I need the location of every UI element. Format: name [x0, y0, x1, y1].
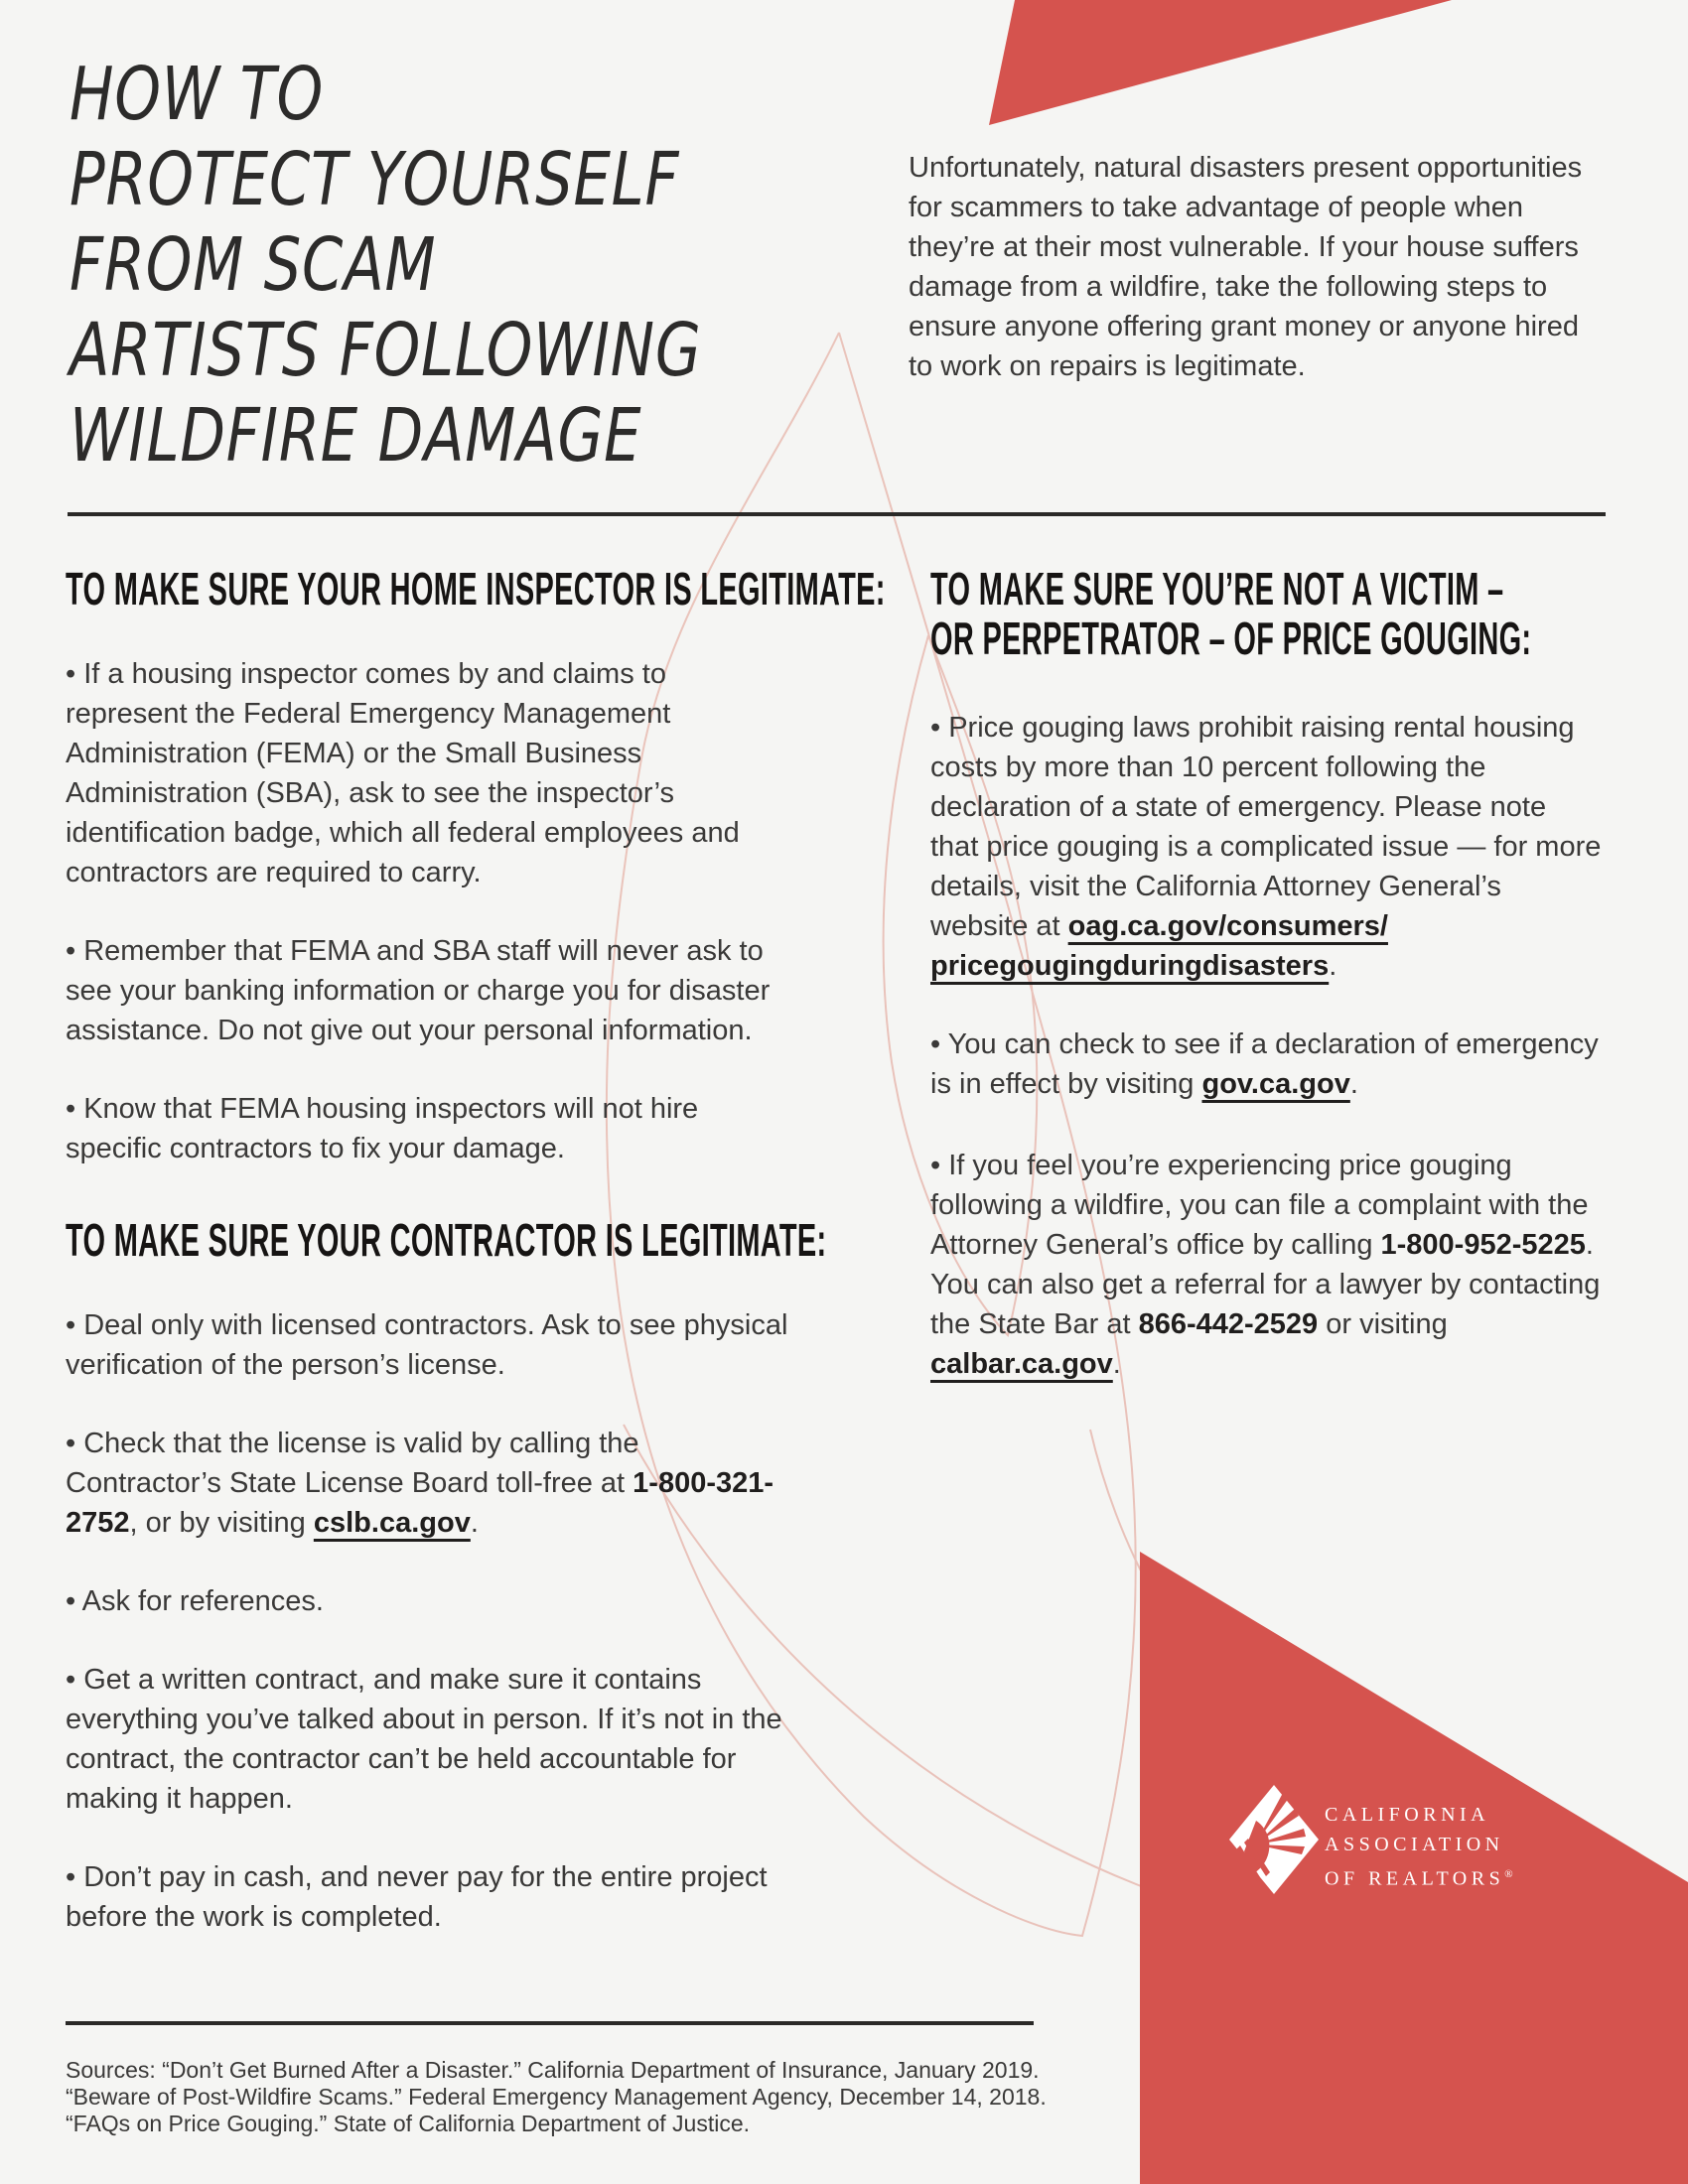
left-column [66, 563, 886, 1937]
source-line: “Beware of Post-Wildfire Scams.” Federal Emergency Management Agency, December 14, 2018. [66, 2084, 1047, 2110]
inline-link[interactable]: calbar.ca.gov [930, 1348, 1113, 1380]
car-logo-icon [1229, 1785, 1319, 1894]
title-line: WILDFIRE DAMAGE [70, 393, 642, 478]
phone-number: 866-442-2529 [1138, 1308, 1319, 1340]
sources-divider-rule [66, 2021, 1034, 2025]
bullet-paragraph: • Deal only with licensed contractors. Ask to see physical verification of the person’s license. [66, 1309, 788, 1381]
phone-number: 1-800-321-2752 [66, 1467, 774, 1539]
car-logo-wordmark [1325, 1800, 1513, 1894]
title-line: ARTISTS FOLLOWING [70, 308, 702, 393]
section-heading-home-inspector: TO MAKE SURE YOUR HOME INSPECTOR IS LEGITIMATE: [66, 563, 886, 614]
top-divider-rule [68, 512, 1606, 516]
logo-line: OF REALTORS® [1325, 1867, 1513, 1890]
section-heading-contractor: TO MAKE SURE YOUR CONTRACTOR IS LEGITIMATE: [66, 1214, 827, 1266]
sources-block [66, 2057, 1615, 2137]
source-line: “FAQs on Price Gouging.” State of California Department of Justice. [66, 2111, 751, 2136]
bullet-paragraph: • Don’t pay in cash, and never pay for the entire project before the work is completed. [66, 1861, 768, 1933]
bullet-paragraph: • Remember that FEMA and SBA staff will never ask to see your banking information or charge you for disaster assistance. Do not give out your personal information. [66, 935, 771, 1046]
section-heading-price-gouging: TO MAKE SURE YOU’RE NOT A VICTIM – [930, 563, 1504, 614]
page-title [70, 52, 860, 478]
inline-link[interactable]: gov.ca.gov [1201, 1068, 1350, 1100]
bullet-paragraph: • If you feel you’re experiencing price gouging following a wildfire, you can file a complaint with the Attorney General’s office by calling 1-800-952-5225. You can also get a referral for a lawyer by contacting the State Bar at 866-442-2529 or visiting calbar.ca.gov. [930, 1150, 1601, 1380]
right-column [930, 564, 1602, 1384]
title-line: FROM SCAM [70, 222, 437, 308]
registered-trademark-symbol: ® [1504, 1868, 1513, 1880]
logo-line: ASSOCIATION [1325, 1834, 1504, 1855]
inline-link[interactable]: oag.ca.gov/consumers/​pricegougingduringdisasters [930, 910, 1388, 982]
bullet-paragraph: • If a housing inspector comes by and claims to represent the Federal Emergency Management Administration (FEMA) or the Small Business Administration (SBA), ask to see the inspector’s identification badge, which all federal employees and contractors are required to carry. [66, 658, 740, 888]
title-line: PROTECT YOURSELF [70, 137, 680, 222]
inline-link[interactable]: cslb.ca.gov [313, 1507, 471, 1539]
bullet-paragraph: • Know that FEMA housing inspectors will not hire specific contractors to fix your damage. [66, 1093, 699, 1164]
bullet-paragraph: • Get a written contract, and make sure it contains everything you’ve talked about in person. If it’s not in the contract, the contractor can’t be held accountable for making it happen. [66, 1664, 782, 1815]
bullet-paragraph: • You can check to see if a declaration of emergency is in effect by visiting gov.ca.gov. [930, 1028, 1599, 1100]
title-line: HOW TO [70, 52, 325, 137]
bullet-paragraph: • Ask for references. [66, 1585, 324, 1617]
phone-number: 1-800-952-5225 [1380, 1229, 1586, 1261]
section-heading-price-gouging: OR PERPETRATOR – OF PRICE GOUGING: [930, 613, 1532, 664]
bullet-paragraph: • Check that the license is valid by calling the Contractor’s State License Board toll-free at 1-800-321-2752, or by visiting cslb.ca.gov. [66, 1428, 774, 1539]
bullet-paragraph: • Price gouging laws prohibit raising rental housing costs by more than 10 percent following the declaration of a state of emergency. Please note that price gouging is a complicated issue — for more details, visit the California Attorney General’s website at oag.ca.gov/consumers/​pricegougingduringdisasters. [930, 712, 1602, 982]
logo-line: CALIFORNIA [1325, 1804, 1490, 1826]
source-line: Sources: “Don’t Get Burned After a Disaster.” California Department of Insurance, January 2019. [66, 2057, 1040, 2083]
top-red-wedge [989, 0, 1452, 125]
intro-paragraph: Unfortunately, natural disasters present opportunities for scammers to take advantage of people when they’re at their most vulnerable. If your house suffers damage from a wildfire, take the following steps to ensure anyone offering grant money or anyone hired to work on repairs is legitimate. [909, 152, 1583, 382]
